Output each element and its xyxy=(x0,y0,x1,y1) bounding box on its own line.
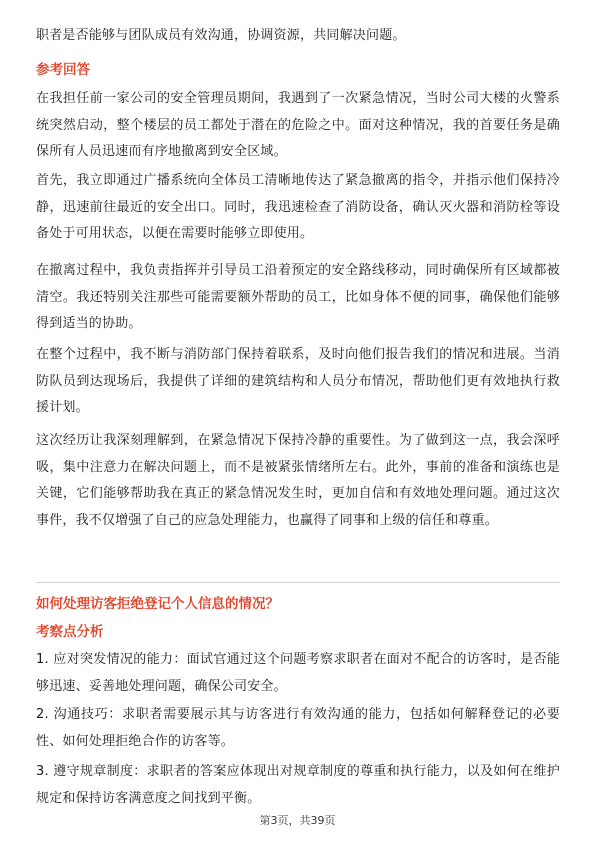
section-divider xyxy=(36,582,560,583)
answer-paragraph-5: 这次经历让我深刻理解到，在紧急情况下保持冷静的重要性。为了做到这一点，我会深呼吸，集中注意力在解决问题上，而不是被紧张情绪所左右。此外，事前的准备和演练也是关键，它们能够帮助我在真正的紧急情况发生时，更加自信和有效地处理问题。通过这次事件，我不仅增强了自己的应急处理能力，也赢得了同事和上级的信任和尊重。 xyxy=(36,433,560,528)
analysis-item-2: 2. 沟通技巧：求职者需要展示其与访客进行有效沟通的能力，包括如何解释登记的必要性、如何处理拒绝合作的访客等。 xyxy=(36,707,560,749)
analysis-item-1: 1. 应对突发情况的能力：面试官通过这个问题考察求职者在面对不配合的访客时，是否能够迅速、妥善地处理问题，确保公司安全。 xyxy=(36,652,560,694)
intro-line: 职者是否能够与团队成员有效沟通，协调资源，共同解决问题。 xyxy=(36,28,406,43)
answer-paragraph-2: 首先，我立即通过广播系统向全体员工清晰地传达了紧急撤离的指令，并指示他们保持冷静，迅速前往最近的安全出口。同时，我迅速检查了消防设备，确认灭火器和消防栓等设备处于可用状态，以便在需要时能够立即使用。 xyxy=(36,173,560,241)
answer-paragraph-3: 在撤离过程中，我负责指挥并引导员工沿着预定的安全路线移动，同时确保所有区域都被清空。我还特别关注那些可能需要额外帮助的员工，比如身体不便的同事，确保他们能够得到适当的协助。 xyxy=(36,263,560,331)
answer-paragraph-4: 在整个过程中，我不断与消防部门保持着联系，及时向他们报告我们的情况和进展。当消防队员到达现场后，我提供了详细的建筑结构和人员分布情况，帮助他们更有效地执行救援计划。 xyxy=(36,347,560,415)
analysis-item-3: 3. 遵守规章制度：求职者的答案应体现出对规章制度的尊重和执行能力，以及如何在维护规定和保持访客满意度之间找到平衡。 xyxy=(36,764,560,806)
page-number: 第3页，共39页 xyxy=(259,814,336,827)
answer-paragraph-1: 在我担任前一家公司的安全管理员期间，我遇到了一次紧急情况，当时公司大楼的火警系统突然启动，整个楼层的员工都处于潜在的危险之中。面对这种情况，我的首要任务是确保所有人员迅速而有序地撤离到安全区域。 xyxy=(36,91,560,159)
analysis-subheading: 考察点分析 xyxy=(36,624,104,640)
question-title: 如何处理访客拒绝登记个人信息的情况？ xyxy=(36,596,279,612)
answer-heading: 参考回答 xyxy=(36,62,90,78)
